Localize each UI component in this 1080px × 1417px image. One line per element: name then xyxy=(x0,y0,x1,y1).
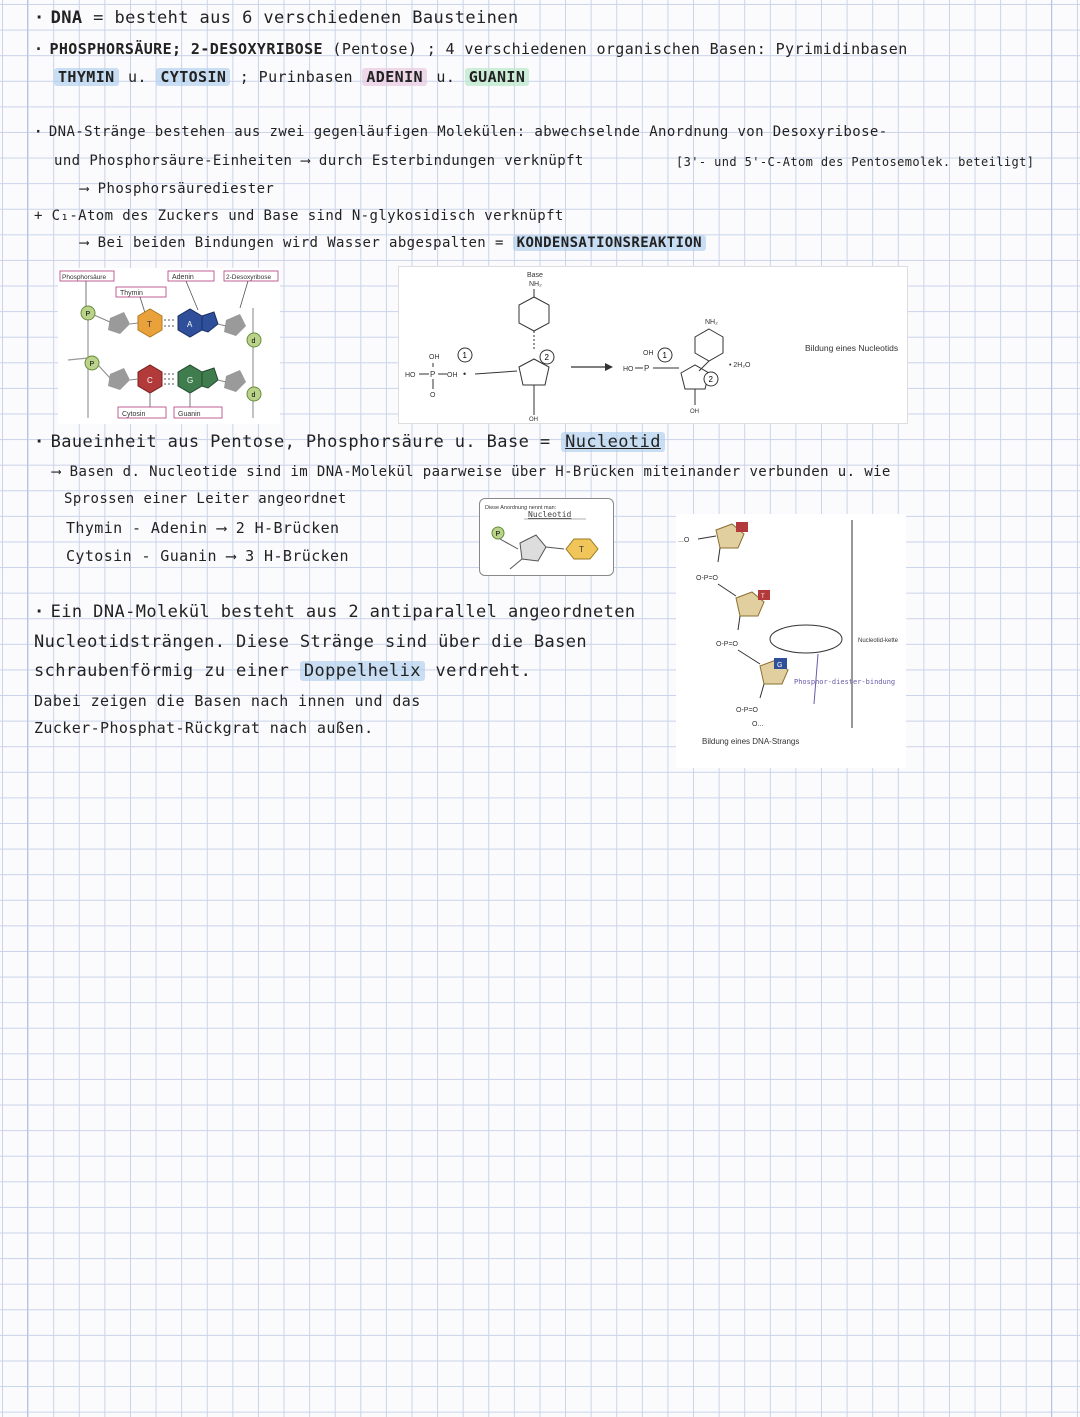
dna-ladder-svg xyxy=(58,268,280,424)
note-line-dna: · DNA = besteht aus 6 verschiedenen Bausteinen xyxy=(34,8,519,28)
label-desoxyribose: 2-Desoxyribose xyxy=(226,274,272,281)
base-flag xyxy=(736,522,748,532)
note-text: schraubenförmig zu einer xyxy=(34,661,300,681)
base-cytosin-letter: C xyxy=(147,376,153,385)
base-guanin-letter: G xyxy=(187,376,194,385)
note-text: ⟶ Bei beiden Bindungen wird Wasser abgespalten = xyxy=(80,235,513,251)
note-line-helix-4 xyxy=(34,692,421,710)
bond xyxy=(475,371,517,374)
term-desoxyribose: ; 2-DESOXYRIBOSE xyxy=(172,40,323,58)
bond xyxy=(500,539,518,549)
note-line-bases xyxy=(54,68,529,86)
base-adenin-letter: A xyxy=(187,320,193,329)
label-thymin: Thymin xyxy=(120,290,143,297)
note-line-strands: · DNA-Stränge bestehen aus zwei gegenläufigen Molekülen: abwechselnde Anordnung von Desoxyribose- xyxy=(34,124,888,140)
term-adenin: ADENIN xyxy=(362,68,427,86)
phosphorus-label: P xyxy=(644,364,650,373)
chain-continuation: O... xyxy=(752,721,764,728)
pointer-line xyxy=(186,281,198,310)
hydroxyl-label: HO xyxy=(623,366,634,373)
amino-group: NH₂ xyxy=(529,281,542,288)
hydroxyl-label: OH xyxy=(643,350,654,357)
note-text: und Phosphorsäure-Einheiten ⟶ durch Esterbindungen verknüpft xyxy=(54,153,584,169)
plus-sign: • xyxy=(463,369,467,379)
note-text: Thymin - Adenin ⟶ 2 H-Brücken xyxy=(66,519,340,537)
label-cytosin: Cytosin xyxy=(122,411,146,418)
bond xyxy=(718,584,736,596)
hydroxyl-label: OH xyxy=(529,417,538,423)
note-text: ⟶ Basen d. Nucleotide sind im DNA-Molekül paarweise über H-Brücken miteinander verbunden u. wie xyxy=(52,464,891,480)
note-text: + C₁-Atom des Zuckers und Base sind N-glykosidisch verknüpft xyxy=(34,208,564,224)
sugar-pentagon xyxy=(108,368,130,390)
note-text: Zucker-Phosphat-Rückgrat nach außen. xyxy=(34,719,374,737)
term-doppelhelix: Doppelhelix xyxy=(300,661,425,681)
note-text: DNA-Stränge bestehen aus zwei gegenläufigen Molekülen: abwechselnde Anordnung von Desoxyribose- xyxy=(48,124,888,140)
bond xyxy=(130,379,138,380)
bond xyxy=(738,650,760,664)
note-text: = besteht aus 6 verschiedenen Bausteinen xyxy=(82,8,519,28)
phosphate-label: P xyxy=(89,361,95,368)
note-line-baueinheit: · Baueinheit aus Pentose, Phosphorsäure u. Base = Nucleotid xyxy=(34,432,665,452)
base-thymin-letter: T xyxy=(147,320,152,329)
card-answer: Nucleotid xyxy=(528,510,572,519)
bond xyxy=(130,323,138,324)
sugar-pentagon xyxy=(224,314,246,336)
bond xyxy=(698,536,716,539)
base-caption: Base xyxy=(527,272,543,279)
handwritten-annotation: Phosphor-diester-bindung xyxy=(794,678,896,686)
label-guanin: Guanin xyxy=(178,411,201,418)
dna-strand-svg xyxy=(676,514,906,768)
step-number: 2 xyxy=(544,353,549,362)
sugar-pentagon xyxy=(108,312,130,334)
figure-nucleotide-formation xyxy=(398,266,908,424)
note-text: Sprossen einer Leiter angeordnet xyxy=(64,491,347,507)
note-text: [3'- und 5'-C-Atom des Pentosemolek. beteiligt] xyxy=(676,155,1035,169)
figure-dna-strand xyxy=(676,514,906,768)
note-bracket-remark xyxy=(676,155,1034,169)
label-adenin: Adenin xyxy=(172,274,194,281)
bond xyxy=(218,324,226,326)
base-thymin-letter: T xyxy=(579,545,584,554)
phosphate-label: P xyxy=(495,531,501,538)
nucleotide-formation-svg xyxy=(399,267,907,423)
reaction-arrow-head xyxy=(605,363,613,371)
term-phosphorsaeure: PHOSPHORSÄURE xyxy=(49,40,173,58)
note-line-helix-3 xyxy=(34,661,531,681)
ester-bond-loop xyxy=(770,625,842,653)
cytosine-ring xyxy=(695,329,723,361)
nucleotide-chain-label: Nucleotid-kette xyxy=(858,638,899,644)
hydroxyl-label: OH xyxy=(690,409,699,415)
bond xyxy=(510,559,522,569)
term-cytosin: CYTOSIN xyxy=(156,68,230,86)
figure-caption: Bildung eines DNA-Strangs xyxy=(702,737,800,746)
note-text: u. xyxy=(426,68,465,86)
hydroxyl-label: HO xyxy=(405,372,416,379)
base-adenin-ring xyxy=(202,312,218,332)
base-flag-letter: G xyxy=(777,662,783,669)
note-line-pairing xyxy=(52,464,891,480)
step-number: 1 xyxy=(462,351,467,360)
note-line-cg xyxy=(66,547,349,565)
note-text: Nucleotidsträngen. Diese Stränge sind über die Basen xyxy=(34,632,588,652)
phosphate-group: O-P=O xyxy=(696,575,718,582)
step-number: 1 xyxy=(662,351,667,360)
phosphorus-label: P xyxy=(430,370,436,379)
figure-nucleotide-card xyxy=(479,498,614,576)
note-line-helix-2 xyxy=(34,632,587,652)
card-title: Diese Anordnung nennt man: xyxy=(485,505,557,511)
phosphate-group: O-P=O xyxy=(736,707,758,714)
note-line-components: · PHOSPHORSÄURE; 2-DESOXYRIBOSE (Pentose) ; 4 verschiedenen organischen Basen: Pyrimidinbasen xyxy=(34,40,908,58)
base-guanin-ring xyxy=(202,368,218,388)
sugar-pentagon xyxy=(224,370,246,392)
figure-caption: Bildung eines Nucleotids xyxy=(805,343,899,353)
page-margin-right xyxy=(1051,0,1052,1417)
hydroxyl-label: OH xyxy=(447,372,458,379)
bond xyxy=(699,361,709,371)
bond xyxy=(718,548,720,562)
term-dna: DNA xyxy=(50,8,83,28)
pointer-line xyxy=(240,281,248,308)
note-text: Cytosin - Guanin ⟶ 3 H-Brücken xyxy=(66,547,349,565)
cytosine-ring xyxy=(519,297,549,331)
term-nucleotid: Nucleotid xyxy=(561,432,665,452)
phosphate-label: P xyxy=(85,311,91,318)
note-text: verdreht. xyxy=(424,661,532,681)
deoxy-label: d xyxy=(251,392,256,399)
term-kondensationsreaktion: KONDENSATIONSREAKTION xyxy=(513,235,706,251)
note-text: Dabei zeigen die Basen nach innen und das xyxy=(34,692,421,710)
label-phosphorsaeure: Phosphorsäure xyxy=(62,274,107,281)
chain-continuation: ...O xyxy=(678,537,690,544)
bond xyxy=(760,684,764,698)
note-line-kondensation xyxy=(80,235,706,251)
term-guanin: GUANIN xyxy=(465,68,530,86)
note-line-helix-1: · Ein DNA-Molekül besteht aus 2 antiparallel angeordneten xyxy=(34,602,636,622)
note-line-at xyxy=(66,519,340,537)
note-text: ; Purinbasen xyxy=(230,68,363,86)
phosphate-group: O-P=O xyxy=(716,641,738,648)
page-margin-left xyxy=(27,0,28,1417)
note-line-ester xyxy=(54,153,584,169)
bond xyxy=(218,380,226,382)
oxygen-label: O xyxy=(430,392,436,399)
figure-dna-ladder xyxy=(58,268,280,424)
nucleotide-card-svg xyxy=(480,499,613,575)
bond xyxy=(738,616,740,630)
base-flag-letter: T xyxy=(761,594,765,600)
step-number: 2 xyxy=(708,375,713,384)
bond xyxy=(94,315,110,322)
note-line-helix-5 xyxy=(34,719,374,737)
deoxy-label: d xyxy=(251,338,256,345)
note-line-glykosid xyxy=(34,208,564,224)
note-line-ladder xyxy=(64,491,347,507)
note-text: (Pentose) ; 4 verschiedenen organischen Basen: Pyrimidinbasen xyxy=(322,40,908,58)
term-thymin: THYMIN xyxy=(54,68,119,86)
note-line-diester xyxy=(80,181,274,197)
bond xyxy=(546,547,564,549)
note-text: Baueinheit aus Pentose, Phosphorsäure u. Base = xyxy=(50,432,562,452)
note-text: ⟶ Phosphorsäurediester xyxy=(80,181,275,197)
water-product: • 2H₂O xyxy=(729,362,751,369)
bond xyxy=(98,365,110,378)
hydroxyl-label: OH xyxy=(429,354,440,361)
amino-group: NH₂ xyxy=(705,319,718,326)
sugar-pentagon xyxy=(520,535,546,561)
note-text: Ein DNA-Molekül besteht aus 2 antiparallel angeordneten xyxy=(50,602,636,622)
note-text: u. xyxy=(118,68,157,86)
